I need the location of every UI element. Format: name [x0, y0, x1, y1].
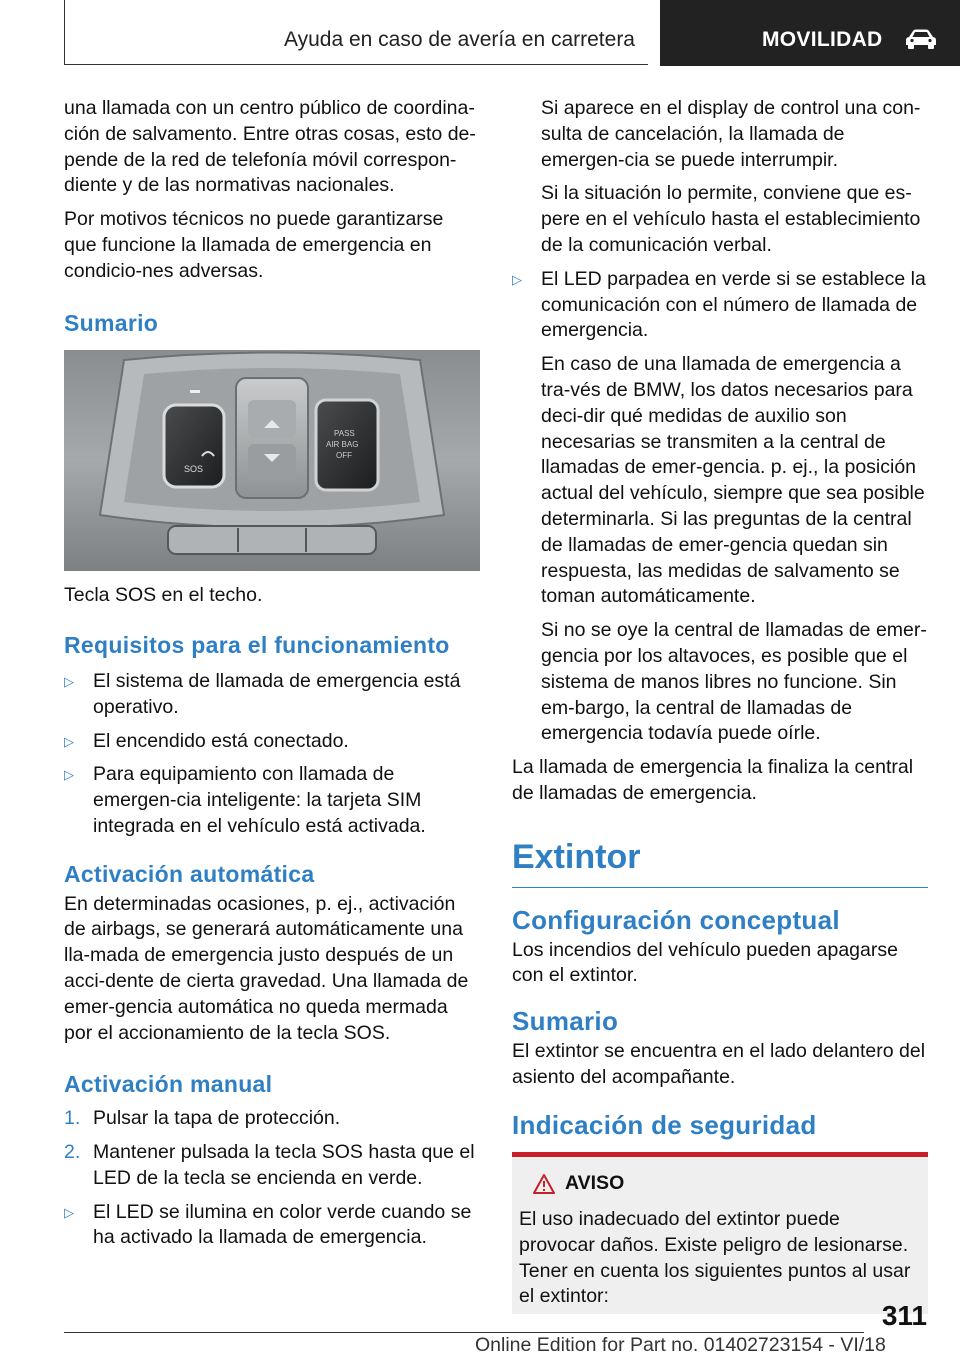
footer-rule [64, 1332, 864, 1333]
heading-requisitos: Requisitos para el funcionamiento [64, 632, 450, 659]
pass-label-3: OFF [336, 451, 352, 461]
list-item: ▷ Para equipamiento con llamada de emergen-cia inteligente: la tarjeta SIM integrada en el vehículo está activada. [64, 762, 480, 839]
footer-edition: Online Edition for Part no. 01402723154 - VI/18 [475, 1334, 886, 1356]
heading-seguridad: Indicación de seguridad [512, 1109, 817, 1140]
heading-auto: Activación automática [64, 860, 315, 887]
header-bottom-rule [64, 64, 648, 65]
triangle-bullet-icon: ▷ [512, 271, 522, 287]
paragraph: Si no se oye la central de llamadas de emer-gencia por los altavoces, es posible que el sistema de manos libres no funcione. Sin em-bargo, la central de llamadas de emergencia todavía puede oírle. [541, 619, 927, 745]
paragraph: Si la situación lo permite, conviene que es-pere en el vehículo hasta el establecimiento de la comunicación verbal. [541, 182, 921, 256]
chapter-tab-label: MOVILIDAD [762, 28, 883, 51]
step-item: 2. Mantener pulsada la tecla SOS hasta que el LED de la tecla se encienda en verde. [64, 1140, 475, 1189]
triangle-bullet-icon: ▷ [64, 767, 74, 783]
warning-text: El uso inadecuado del extintor puede provocar daños. Existe peligro de lesionarse. Tener en cuenta los siguientes puntos al usar el extintor: [519, 1208, 911, 1308]
car-icon [904, 28, 938, 55]
paragraph: Si aparece en el display de control una con-sulta de cancelación, la llamada de emergen-cia se puede interrumpir. [541, 97, 921, 171]
right-column [512, 96, 928, 1314]
heading-rule [512, 887, 928, 888]
heading-manual: Activación manual [64, 1071, 273, 1098]
header-left-rule [64, 0, 65, 64]
heading-sumario: Sumario [64, 309, 159, 336]
section-title: Ayuda en caso de avería en carretera [283, 28, 635, 51]
warning-triangle-icon [533, 1174, 555, 1194]
photo-caption: Tecla SOS en el techo. [64, 584, 263, 607]
paragraph: Los incendios del vehículo pueden apagarse con el extintor. [512, 938, 898, 987]
sos-button-photo [64, 350, 480, 571]
step-item: 1. Pulsar la tapa de protección. [64, 1107, 341, 1130]
chapter-heading: Extintor [512, 837, 641, 876]
paragraph: En determinadas ocasiones, p. ej., activación de airbags, se generará automáticamente una lla-mada de emergencia justo después de un acci-dente de cierta gravedad. Una llamada de emer-gencia automática no queda mermada por el accionamiento de la tecla SOS. [64, 892, 469, 1044]
list-item: ▷ El sistema de llamada de emergencia está operativo. [64, 669, 480, 721]
warning-header [533, 1171, 920, 1197]
paragraph: En caso de una llamada de emergencia a tra-vés de BMW, los datos necesarios para deci-dir qué medidas de auxilio son necesarias se transmiten a la central de llamadas de emer-gencia. p. ej., la posición actual del vehículo, siempre que sea posible determinarla. Si las preguntas de la central de llamadas de emer-gencia quedan sin respuesta, las medidas de salvamento se toman automáticamente. [541, 353, 925, 608]
pass-label-1: PASS [334, 429, 355, 439]
list-item: ▷ El encendido está conectado. [64, 729, 480, 755]
warning-box [512, 1152, 928, 1314]
triangle-bullet-icon: ▷ [64, 673, 74, 689]
paragraph: El extintor se encuentra en el lado delantero del asiento del acompañante. [512, 1039, 926, 1088]
triangle-bullet-icon: ▷ [64, 733, 74, 749]
warning-title: AVISO [565, 1172, 625, 1195]
sos-label: SOS [184, 464, 204, 475]
chapter-tab[interactable] [660, 0, 960, 66]
paragraph: Por motivos técnicos no puede garantizarse que funcione la llamada de emergencia en condicio-nes adversas. [64, 208, 444, 282]
left-column [64, 96, 480, 1259]
heading-sumario-r: Sumario [512, 1006, 619, 1037]
list-item: ▷ El LED parpadea en verde si se establece la comunicación con el número de llamada de emergencia. [512, 267, 928, 344]
page-number: 311 [881, 1300, 927, 1331]
heading-config: Configuración conceptual [512, 904, 840, 935]
triangle-bullet-icon: ▷ [64, 1204, 74, 1220]
paragraph: La llamada de emergencia la finaliza la central de llamadas de emergencia. [512, 756, 914, 804]
list-item: ▷ El LED se ilumina en color verde cuando se ha activado la llamada de emergencia. [64, 1200, 480, 1252]
pass-label-2: AIR BAG [326, 440, 359, 450]
paragraph: una llamada con un centro público de coordina-ción de salvamento. Entre otras cosas, esto de-pende de la red de telefonía móvil correspon-diente y de las normativas nacionales. [64, 97, 476, 197]
